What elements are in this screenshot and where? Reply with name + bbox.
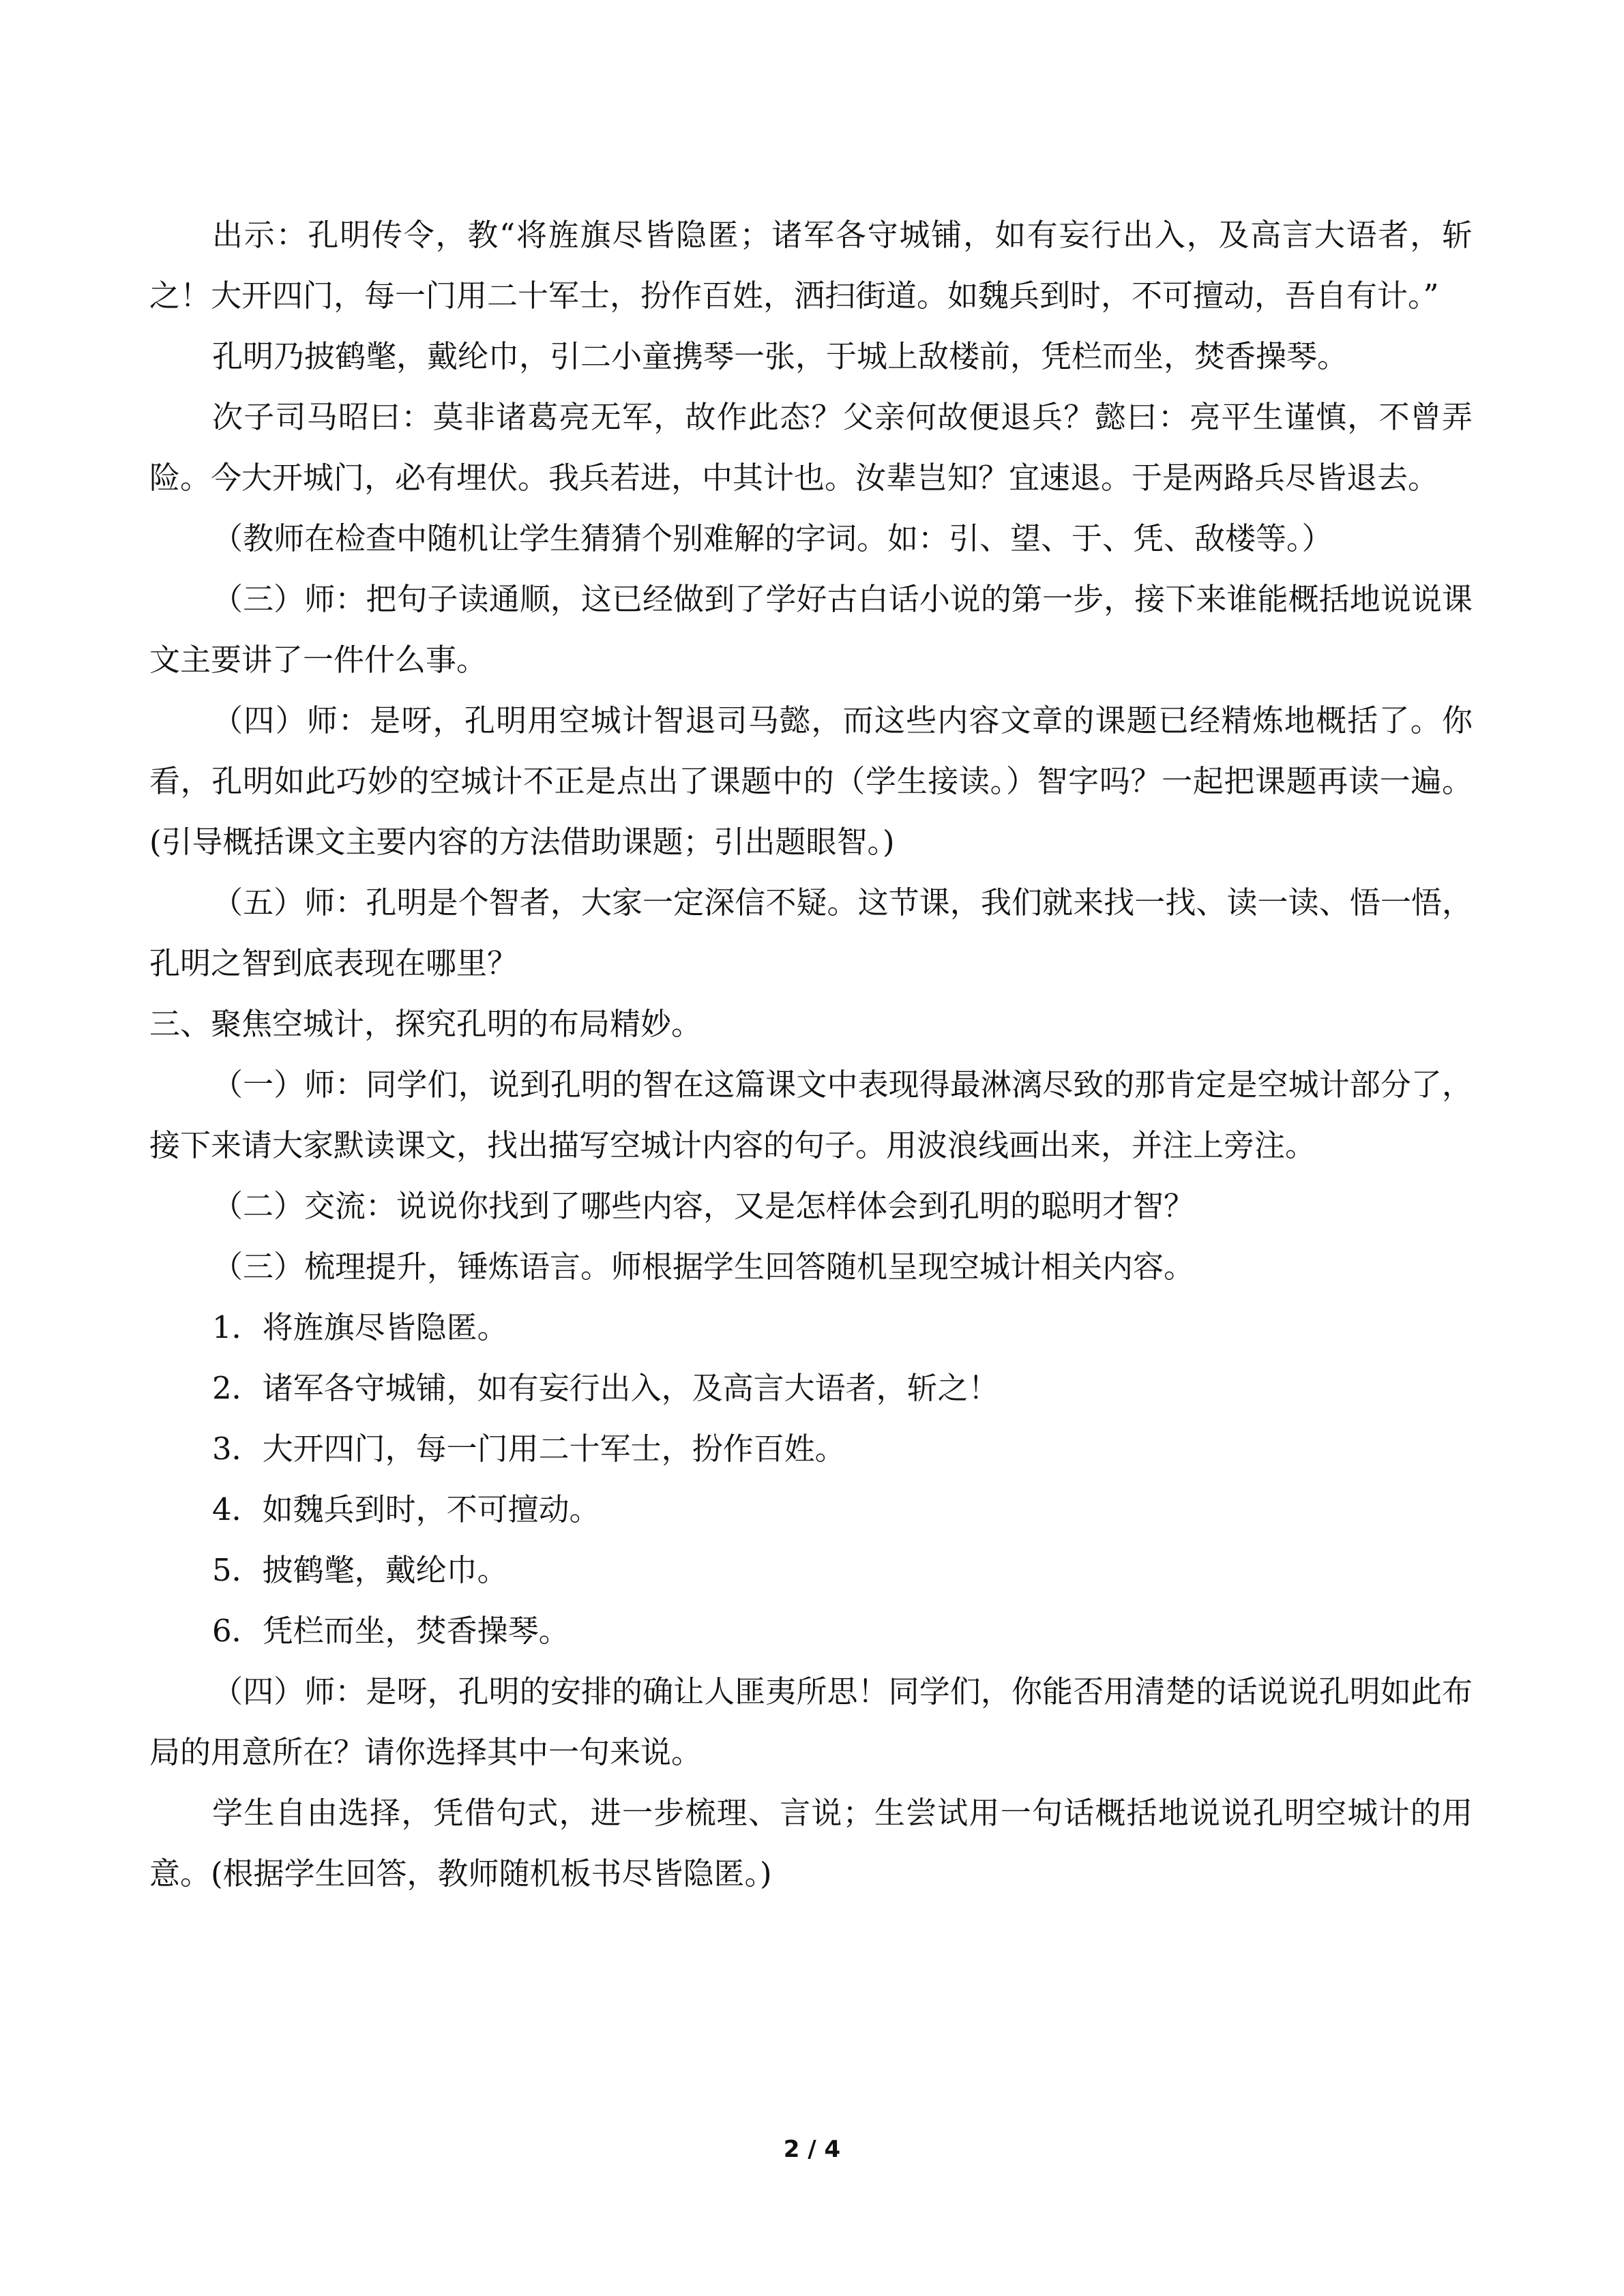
paragraph-step-four: （四）师：是呀，孔明用空城计智退司马懿，而这些内容文章的课题已经精炼地概括了。你看，孔明如此巧妙的空城计不正是点出了课题中的（学生接读。）智字吗？一起把课题再读一遍。(引导概括课文主要内容的方法借助课题；引出题眼智。) [149,702,1473,860]
paragraph-sub-four: （四）师：是呀，孔明的安排的确让人匪夷所思！同学们，你能否用清楚的话说说孔明如此布局的用意所在？请你选择其中一句来说。 [149,1673,1473,1770]
list-item: 6．凭栏而坐，焚香操琴。 [212,1613,570,1649]
document-body [149,205,1473,1904]
paragraph-student-activity: 学生自由选择，凭借句式，进一步梳理、言说；生尝试用一句话概括地说说孔明空城计的用意。(根据学生回答，教师随机板书尽皆隐匿。) [149,1795,1473,1892]
list-item: 4．如魏兵到时，不可擅动。 [212,1491,600,1527]
paragraph-sub-two: （二）交流：说说你找到了哪些内容，又是怎样体会到孔明的聪明才智？ [212,1188,1195,1224]
paragraph-sima-dialogue: 次子司马昭曰：莫非诸葛亮无军，故作此态？父亲何故便退兵？懿曰：亮平生谨慎，不曾弄险。今大开城门，必有埋伏。我兵若进，中其计也。汝辈岂知？宜速退。于是两路兵尽皆退去。 [149,399,1473,496]
paragraph-step-three: （三）师：把句子读通顺，这已经做到了学好古白话小说的第一步，接下来谁能概括地说说课文主要讲了一件什么事。 [149,581,1473,678]
page-number: 2 / 4 [783,2136,841,2163]
list-item: 2．诸军各守城铺，如有妄行出入，及高言大语者，斩之！ [212,1370,999,1406]
paragraph-teacher-note: （教师在检查中随机让学生猜猜个别难解的字词。如：引、望、于、凭、敌楼等。） [212,520,1333,556]
section-heading: 三、聚焦空城计，探究孔明的布局精妙。 [149,1006,703,1042]
paragraph-sub-three: （三）梳理提升，锤炼语言。师根据学生回答随机呈现空城计相关内容。 [212,1249,1195,1285]
paragraph-kongming-qin: 孔明乃披鹤氅，戴纶巾，引二小童携琴一张，于城上敌楼前，凭栏而坐，焚香操琴。 [212,338,1348,374]
paragraph-step-five: （五）师：孔明是个智者，大家一定深信不疑。这节课，我们就来找一找、读一读、悟一悟，孔明之智到底表现在哪里？ [149,884,1473,981]
paragraph-sub-one: （一）师：同学们，说到孔明的智在这篇课文中表现得最淋漓尽致的那肯定是空城计部分了，接下来请大家默读课文，找出描写空城计内容的句子。用波浪线画出来，并注上旁注。 [149,1067,1473,1163]
list-item: 3．大开四门，每一门用二十军士，扮作百姓。 [212,1431,846,1467]
list-item: 5．披鹤氅，戴纶巾。 [212,1552,508,1588]
paragraph-order-text: 出示：孔明传令，教“将旌旗尽皆隐匿；诸军各守城铺，如有妄行出入，及高言大语者，斩之！大开四门，每一门用二十军士，扮作百姓，洒扫街道。如魏兵到时，不可擅动，吾自有计。” [149,217,1473,314]
list-item: 1．将旌旗尽皆隐匿。 [212,1309,508,1345]
